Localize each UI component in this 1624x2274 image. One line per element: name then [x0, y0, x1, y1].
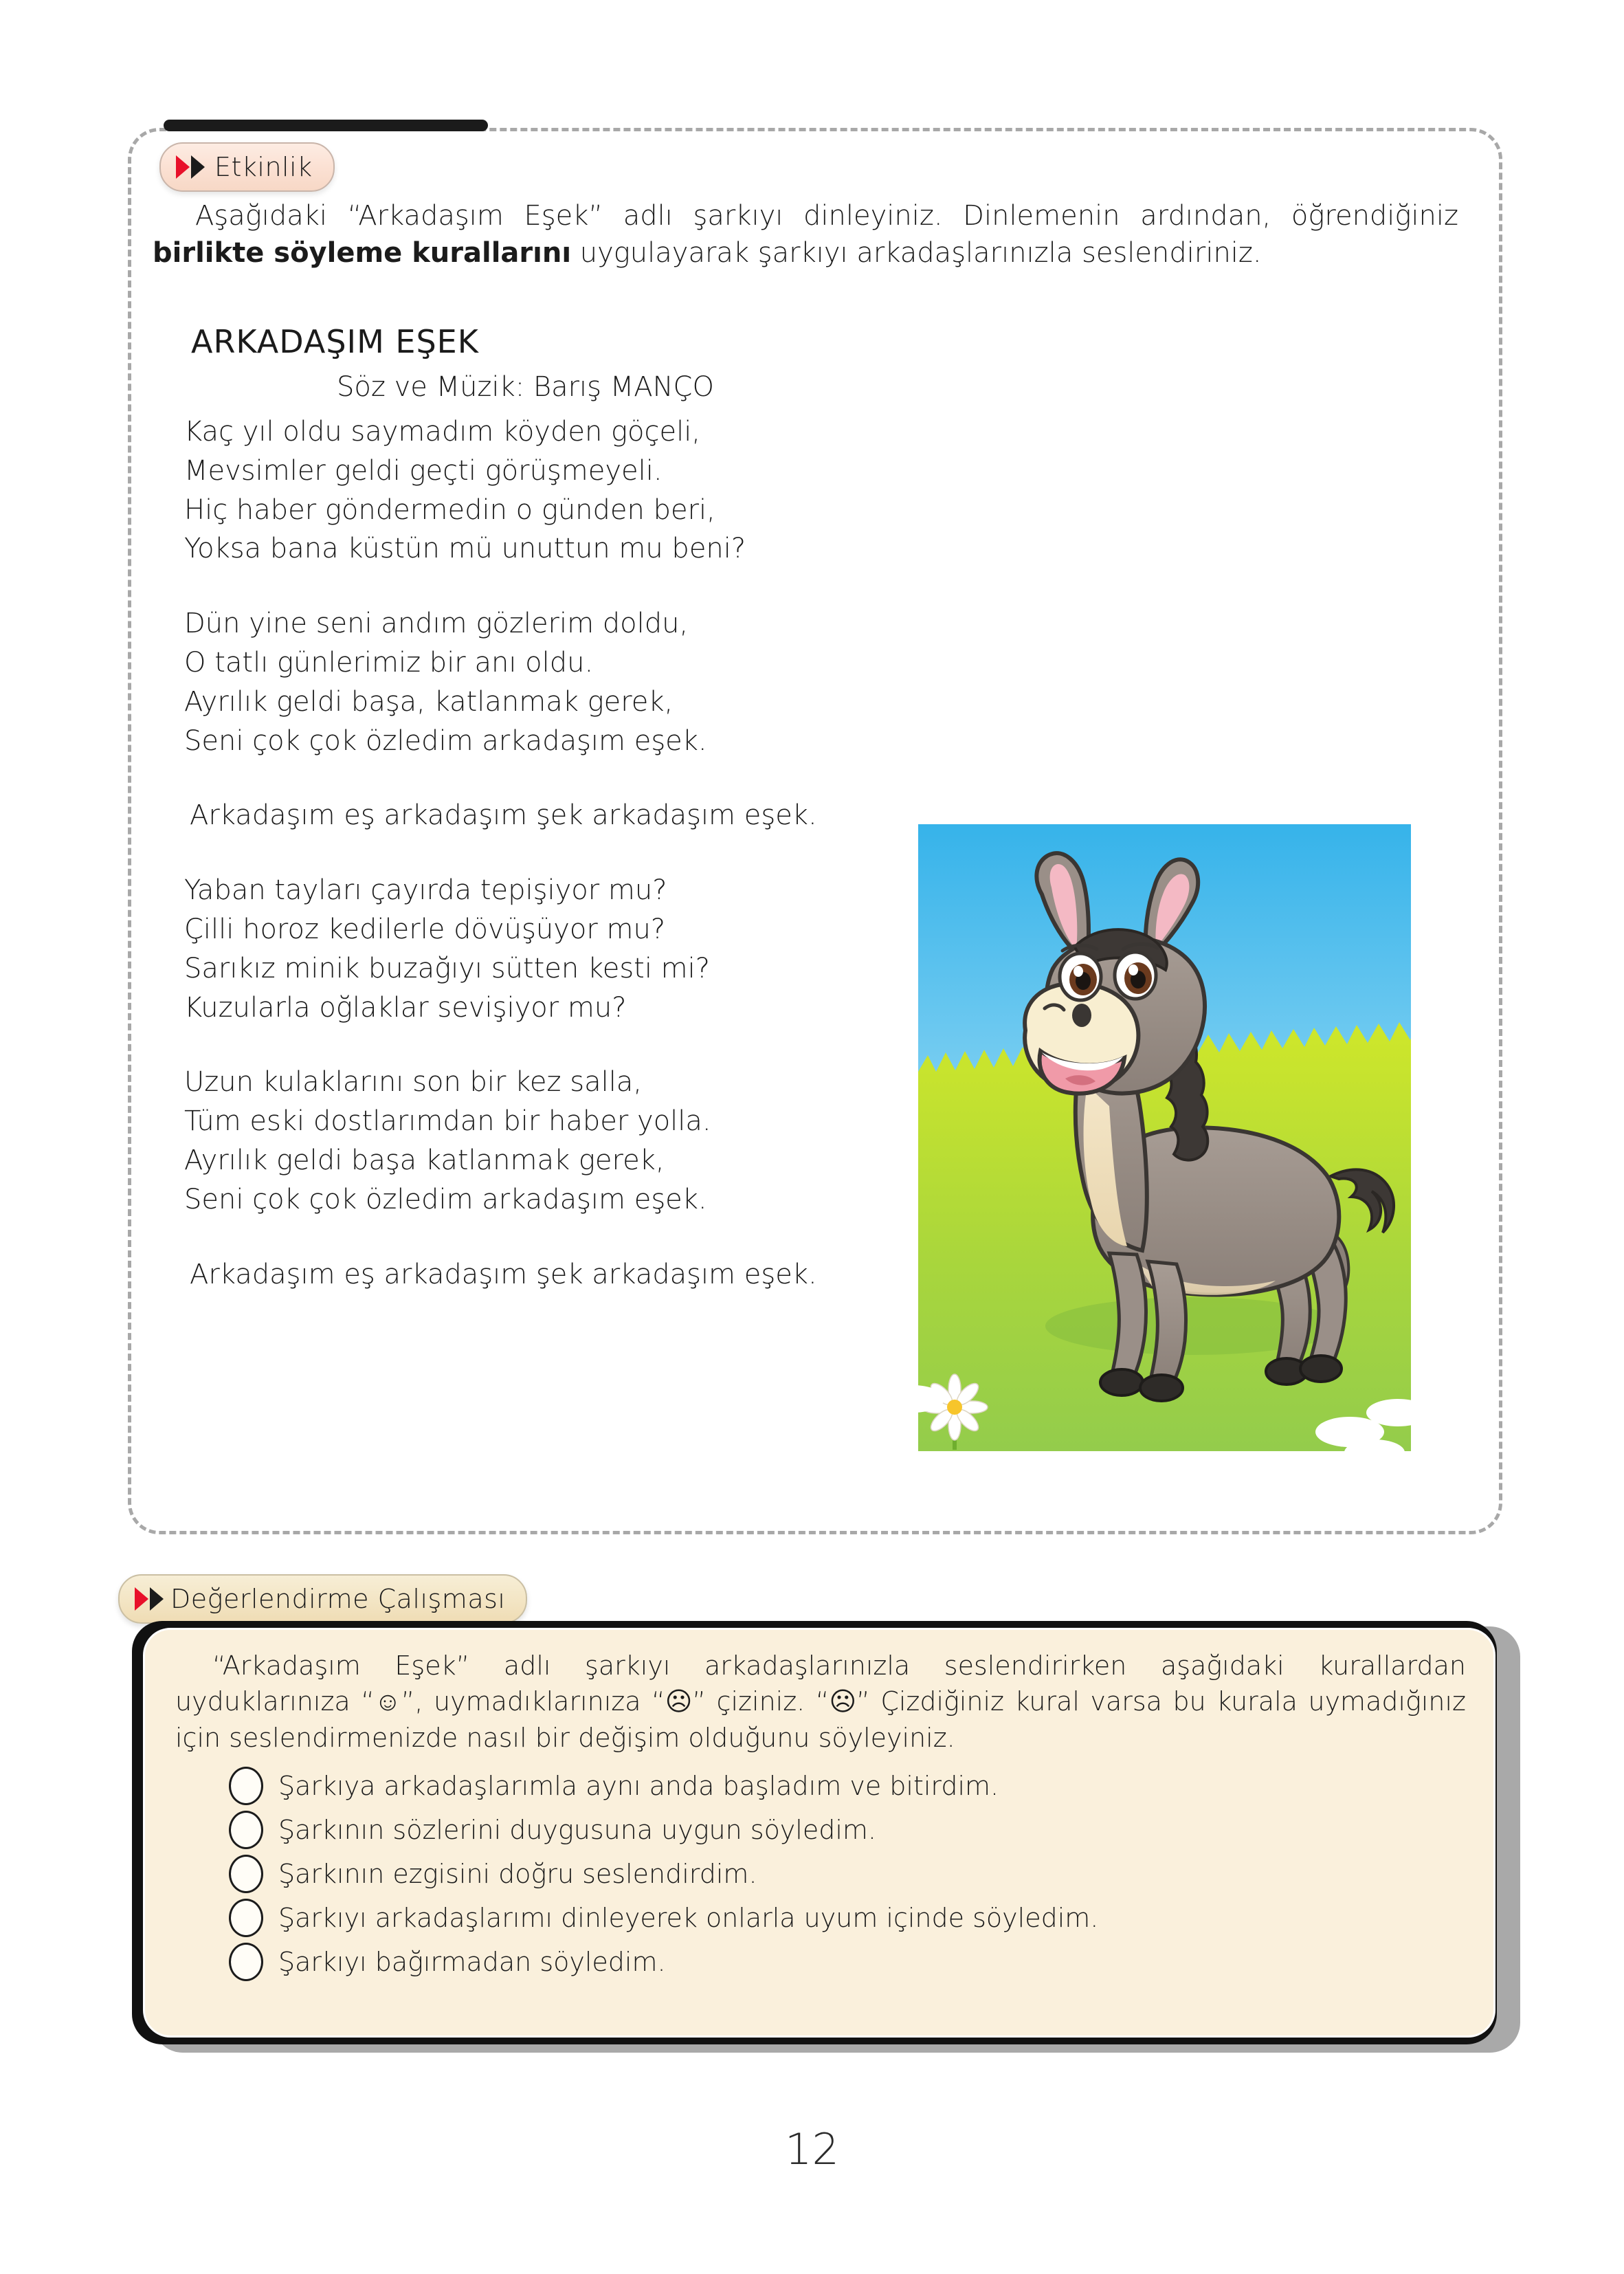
lyrics-line: Kaç yıl oldu saymadım köyden göçeli,	[184, 416, 701, 448]
eval-text-seg-3: ” çiziniz. “	[692, 1686, 830, 1717]
checklist-circle-icon[interactable]	[229, 1767, 263, 1805]
badge-arrows	[135, 1587, 164, 1611]
lyrics-line: Ayrılık geldi başa, katlanmak gerek,	[184, 685, 674, 718]
lyrics-line: Seni çok çok özledim arkadaşım eşek.	[184, 725, 707, 757]
lyrics-verse	[184, 604, 885, 760]
checklist-item-label: Şarkıyı bağırmadan söyledim.	[278, 1947, 666, 1978]
activity-badge	[159, 142, 335, 192]
lyrics-line: Dün yine seni andım gözlerim doldu,	[184, 608, 689, 640]
song-lyrics	[184, 412, 885, 1294]
sad-face-icon-2: ☹	[829, 1686, 857, 1717]
lyrics-verse	[184, 1255, 885, 1294]
checklist-item[interactable]	[229, 1899, 1466, 1937]
lyrics-line: Sarıkız minik buzağıyı sütten kesti mi?	[184, 952, 710, 984]
lyrics-line: Hiç haber göndermedin o günden beri,	[184, 494, 715, 526]
eval-text-seg-4: ” Çizdiğiniz kural varsa bu kurala uymadığınız için seslendirmenizde nasıl bir değişim olduğunu söyleyiniz.	[175, 1686, 1466, 1753]
happy-face-icon: ☺	[374, 1686, 401, 1717]
donkey-illustration-svg	[918, 824, 1413, 1453]
lyrics-line: Arkadaşım eş arkadaşım şek arkadaşım eşek.	[190, 1258, 817, 1290]
lyrics-line: Tüm eski dostlarımdan bir haber yolla.	[184, 1105, 711, 1138]
lyrics-verse	[184, 796, 885, 835]
song-credit: Söz ve Müzik: Barış MANÇO	[337, 371, 714, 403]
checklist-circle-icon[interactable]	[229, 1811, 263, 1849]
checklist-circle-icon[interactable]	[229, 1899, 263, 1937]
lyrics-verse	[184, 1063, 885, 1219]
top-decorative-bar	[164, 120, 488, 131]
lyrics-verse	[184, 412, 885, 568]
checklist-item[interactable]	[229, 1943, 1466, 1981]
instruction-part-2: uygulayarak şarkıyı arkadaşlarınızla seslendiriniz.	[571, 236, 1262, 269]
song-title: ARKADAŞIM EŞEK	[191, 323, 479, 360]
donkey-on-meadow-illustration	[916, 822, 1413, 1453]
instruction-bold-phrase: birlikte söyleme kurallarını	[153, 236, 572, 269]
activity-badge-label: Etkinlik	[214, 152, 313, 182]
lyrics-line: O tatlı günlerimiz bir anı oldu.	[184, 646, 594, 678]
sad-face-icon: ☹	[665, 1686, 693, 1717]
checklist-item-label: Şarkıya arkadaşlarımla aynı anda başladım ve bitirdim.	[278, 1771, 999, 1802]
lyrics-line: Kuzularla oğlaklar sevişiyor mu?	[184, 991, 627, 1024]
evaluation-panel	[143, 1628, 1495, 2038]
evaluation-instruction	[175, 1648, 1466, 1756]
lyrics-line: Yoksa bana küstün mü unuttun mu beni?	[184, 533, 746, 565]
checklist-circle-icon[interactable]	[229, 1855, 263, 1893]
eval-text-seg-2: ”, uymadıklarınıza “	[401, 1686, 665, 1717]
black-triangle-icon	[150, 1587, 164, 1611]
activity-instruction-paragraph	[153, 198, 1458, 272]
red-triangle-icon	[135, 1587, 148, 1611]
badge-arrows	[176, 155, 205, 179]
checklist-circle-icon[interactable]	[229, 1943, 263, 1981]
lyrics-line: Seni çok çok özledim arkadaşım eşek.	[184, 1183, 707, 1215]
lyrics-line: Uzun kulaklarını son bir kez salla,	[184, 1066, 643, 1099]
page-number: 12	[785, 2124, 839, 2174]
evaluation-badge	[118, 1574, 527, 1624]
checklist-item-label: Şarkının sözlerini duygusuna uygun söyledim.	[278, 1815, 877, 1846]
checklist-item[interactable]	[229, 1855, 1466, 1893]
lyrics-line: Yaban tayları çayırda tepişiyor mu?	[184, 874, 667, 907]
black-triangle-icon	[191, 155, 205, 179]
checklist-item[interactable]	[229, 1811, 1466, 1849]
checklist-item-label: Şarkıyı arkadaşlarımı dinleyerek onlarla uyum içinde söyledim.	[278, 1903, 1099, 1934]
checklist-item[interactable]	[229, 1767, 1466, 1805]
lyrics-line: Çilli horoz kedilerle dövüşüyor mu?	[184, 913, 666, 945]
lyrics-line: Arkadaşım eş arkadaşım şek arkadaşım eşek.	[190, 799, 817, 832]
eval-text-seg-1: “Arkadaşım Eşek” adlı şarkıyı arkadaşlarınızla seslendirirken aşağıdaki kurallardan uyduklarınıza “	[175, 1651, 1466, 1717]
evaluation-checklist	[175, 1767, 1466, 1981]
checklist-item-label: Şarkının ezgisini doğru seslendirdim.	[278, 1859, 757, 1890]
red-triangle-icon	[176, 155, 190, 179]
lyrics-verse	[184, 871, 885, 1027]
lyrics-line: Mevsimler geldi geçti görüşmeyeli.	[184, 454, 663, 487]
lyrics-line: Ayrılık geldi başa katlanmak gerek,	[184, 1144, 665, 1176]
instruction-part-1: Aşağıdaki “Arkadaşım Eşek” adlı şarkıyı dinleyiniz. Dinlemenin ardından, öğrendiğiniz	[195, 200, 1458, 232]
evaluation-badge-label: Değerlendirme Çalışması	[170, 1584, 506, 1614]
